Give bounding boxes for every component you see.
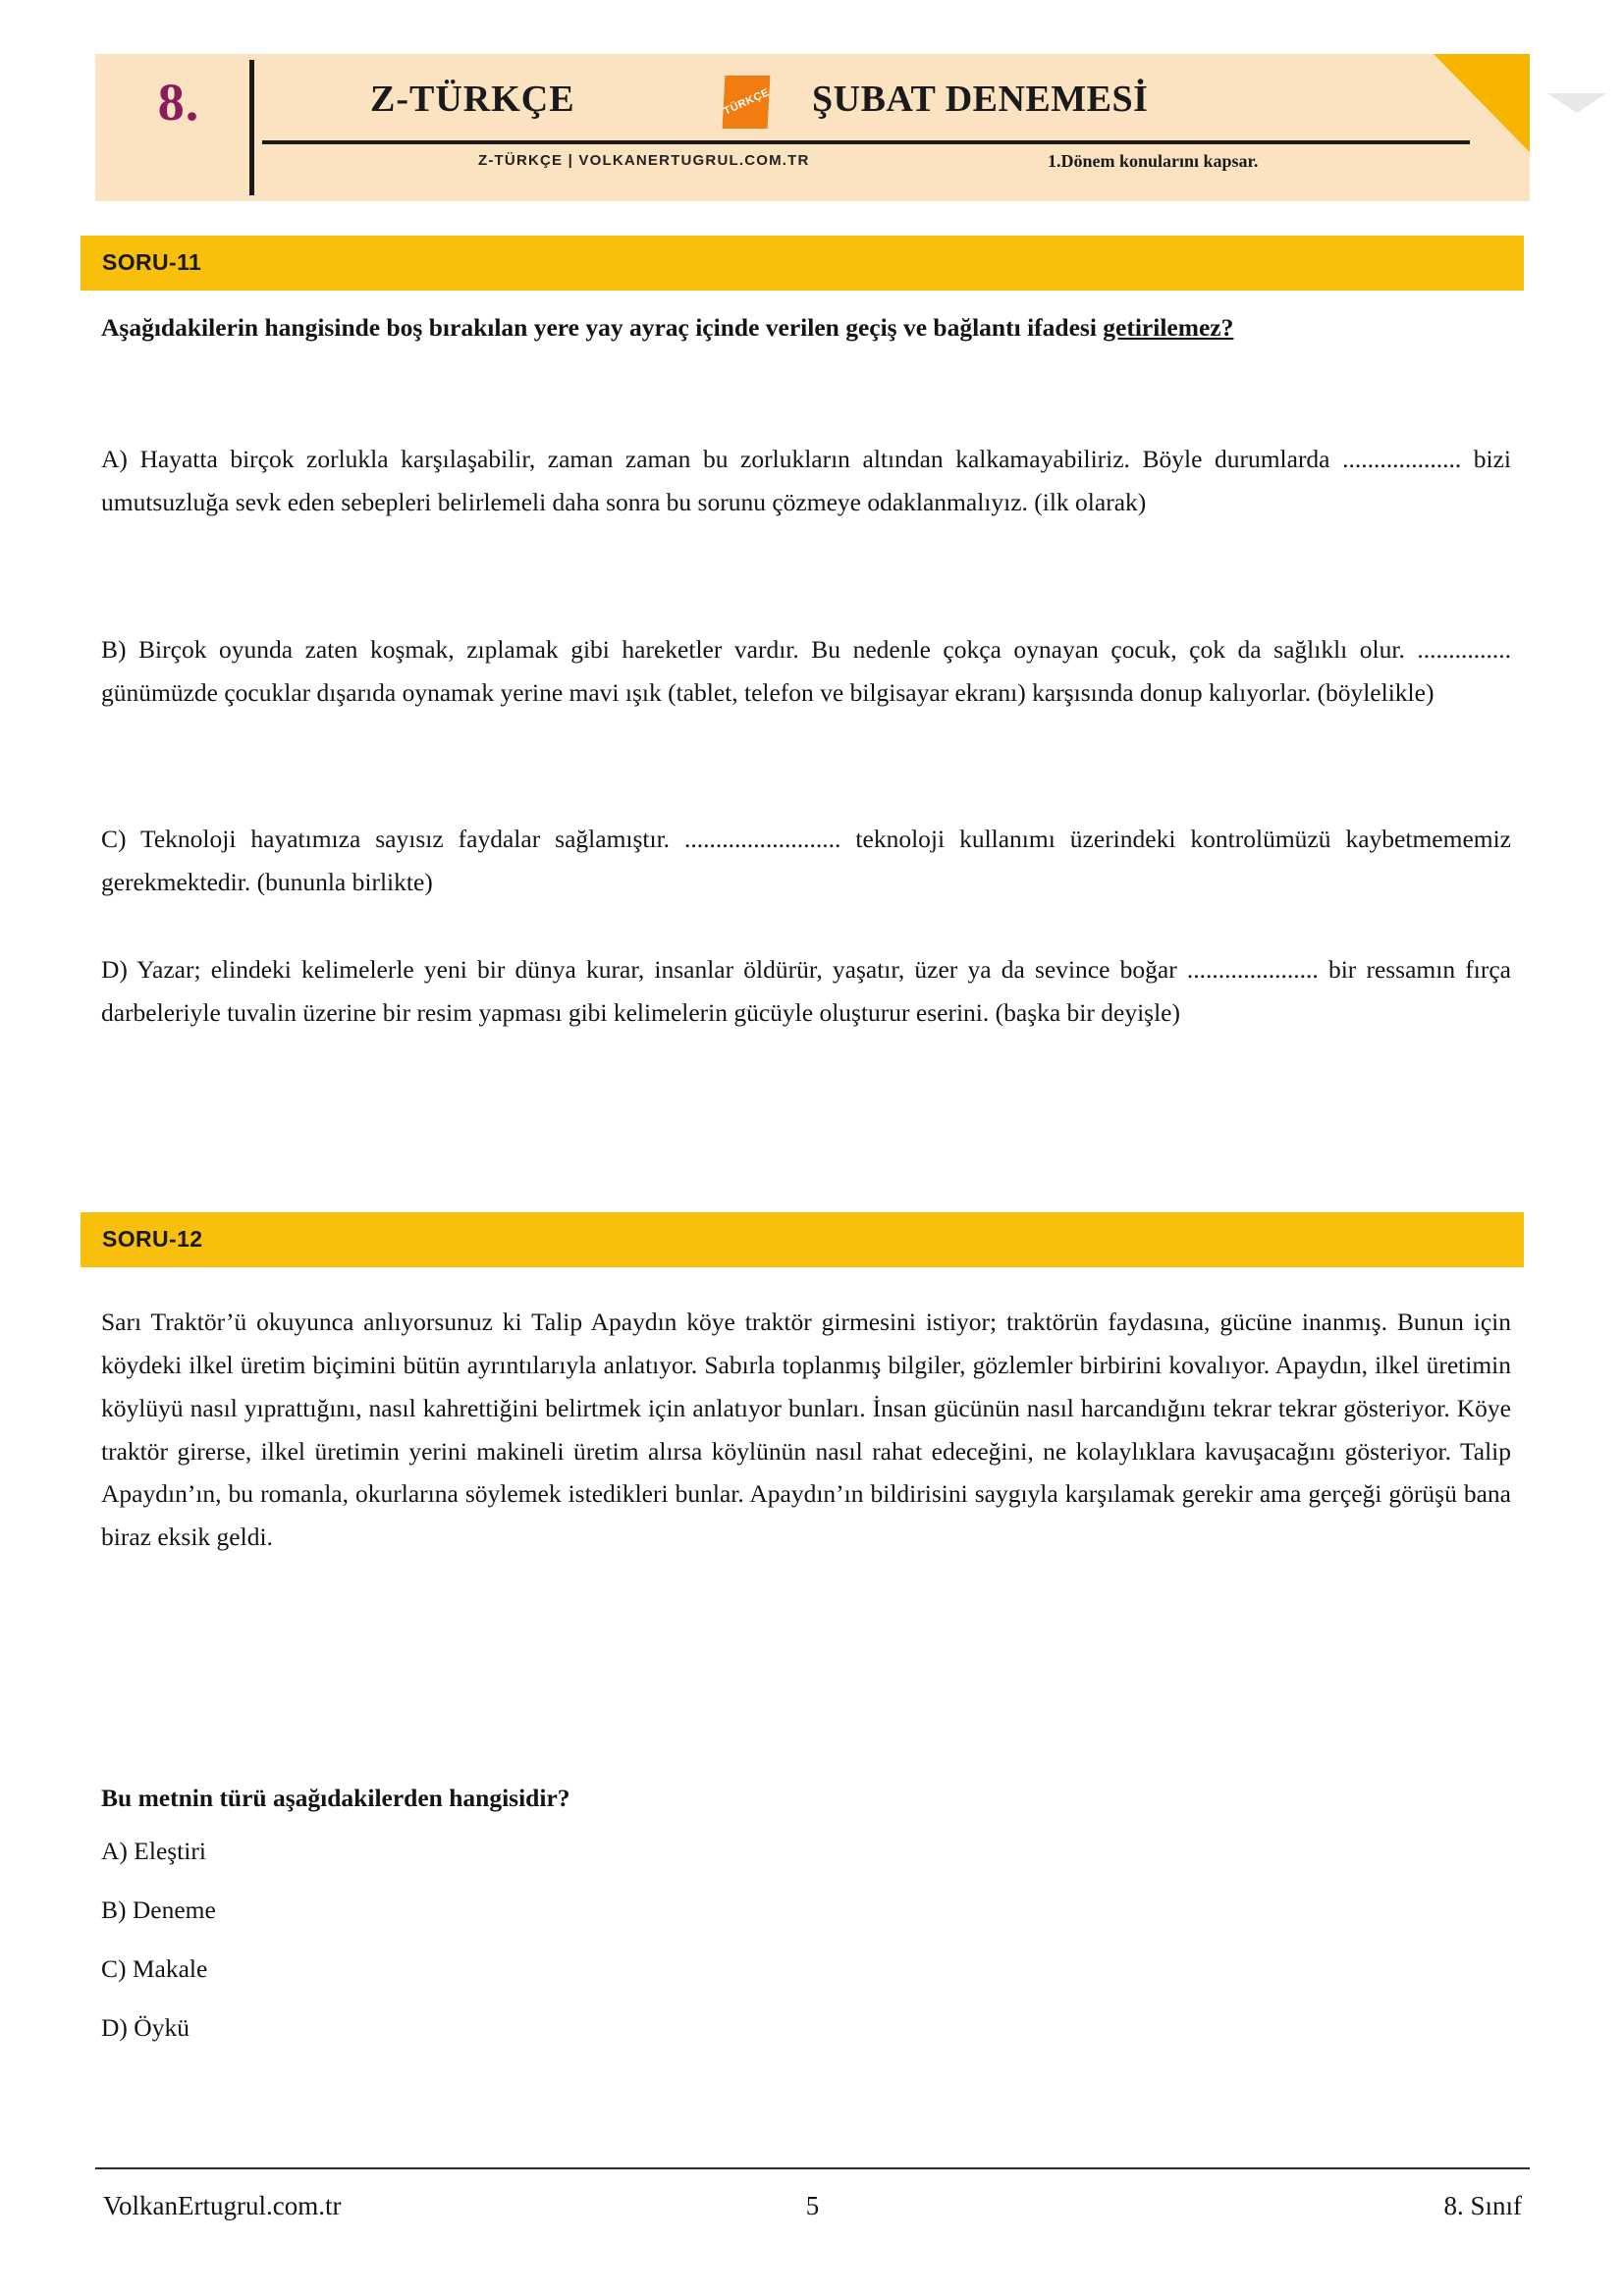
question-11-option-d: D) Yazar; elindeki kelimelerle yeni bir dünya kurar, insanlar öldürür, yaşatır, üzer ya da sevince boğar ..................... bir ressamın fırça darbeleriyle tuvalin üzerine bir resim yapması gibi kelimelerin gücüyle oluşturur eserini. (başka bir deyişle): [101, 955, 1511, 1027]
footer-site: VolkanErtugrul.com.tr: [103, 2191, 342, 2220]
question-11-prompt-part1: Aşağıdakilerin hangisinde boş bırakılan yere yay ayraç içinde verilen geçiş ve bağlantı ifadesi: [101, 313, 1104, 342]
question-11-option-b: B) Birçok oyunda zaten koşmak, zıplamak gibi hareketler vardır. Bu nedenle çokça oynayan çocuk, çok da sağlıklı olur. ............... günümüzde çocuklar dışarıda oynamak yerine mavi ışık (tablet, telefon ve bilgisayar ekranı) karşısında donup kalıyorlar. (böylelikle): [101, 635, 1511, 707]
question-11-option-a: A) Hayatta birçok zorlukla karşılaşabilir, zaman zaman bu zorlukların altından kalkamayabiliriz. Böyle durumlarda ................... bizi umutsuzluğa sevk eden sebepleri belirlemeli daha sonra bu sorunu çözmeye odaklanmalıyız. (ilk olarak): [101, 445, 1511, 516]
header-title-row: [262, 74, 1470, 140]
logo-text: TÜRKÇE: [722, 86, 771, 118]
question-12-option-d: D) Öykü: [101, 2013, 189, 2042]
header-subject-title: Z-TÜRKÇE: [370, 79, 575, 120]
question-banner-12: [81, 1212, 1524, 1267]
question-11-option-c: C) Teknoloji hayatımıza sayısız faydalar sağlamıştır. ......................... teknoloji kullanımı üzerindeki kontrolümüzü kaybetmememiz gerekmektedir. (bununla birlikte): [101, 825, 1511, 896]
footer-divider: [95, 2167, 1530, 2169]
question-11-prompt: [101, 306, 1515, 349]
question-12-prompt: Bu metnin türü aşağıdakilerden hangisidir?: [101, 1784, 570, 1812]
footer-page-number: 5: [805, 2191, 820, 2220]
header-horizontal-rule: [262, 140, 1470, 144]
question-label-11: SORU-11: [102, 249, 202, 275]
question-11-prompt-part2: getirilemez?: [1103, 313, 1234, 342]
page-footer: [95, 2191, 1530, 2238]
question-banner-11: [81, 236, 1524, 291]
header-vertical-divider: [249, 60, 254, 195]
footer-grade: 8. Sınıf: [1443, 2191, 1522, 2220]
question-12-option-a: A) Eleştiri: [101, 1837, 206, 1865]
question-12-option-b: B) Deneme: [101, 1896, 216, 1924]
question-label-12: SORU-12: [102, 1226, 203, 1252]
header-source-label: Z-TÜRKÇE | VOLKANERTUGRUL.COM.TR: [478, 152, 810, 169]
header-exam-title: ŞUBAT DENEMESİ: [812, 79, 1149, 120]
question-12-option-c: C) Makale: [101, 1954, 208, 1983]
header-grade-number: 8.: [157, 73, 200, 132]
page-side-tab-icon: [1547, 93, 1606, 113]
question-12-passage: Sarı Traktör’ü okuyunca anlıyorsunuz ki Talip Apaydın köye traktör girmesini istiyor; traktörün faydasına, gücüne inanmış. Bunun için köydeki ilkel üretim biçimini bütün ayrıntılarıyla anlatıyor. Sabırla toplanmış bilgiler, gözlemler birbirini kovalıyor. Apaydın, ilkel üretimin köylüyü nasıl yıprattığını, nasıl kahrettiğini belirtmek için anlatıyor bunları. İnsan gücünün nasıl harcandığını tekrar tekrar gösteriyor. Köye traktör girerse, ilkel üretimin yerini makineli üretim alırsa köylünün nasıl rahat edeceğini, ne kolaylıklara kavuşacağını gösteriyor. Talip Apaydın’ın, bu romanla, okurlarına söylemek istedikleri bunlar. Apaydın’ın bildirisini saygıyla karşılamak gerekir ama gerçeği görüşü bana biraz eksik geldi.: [101, 1308, 1511, 1552]
page-header: [95, 54, 1530, 201]
turkce-logo-icon: [723, 76, 771, 129]
header-scope-label: 1.Dönem konularını kapsar.: [1048, 151, 1259, 171]
